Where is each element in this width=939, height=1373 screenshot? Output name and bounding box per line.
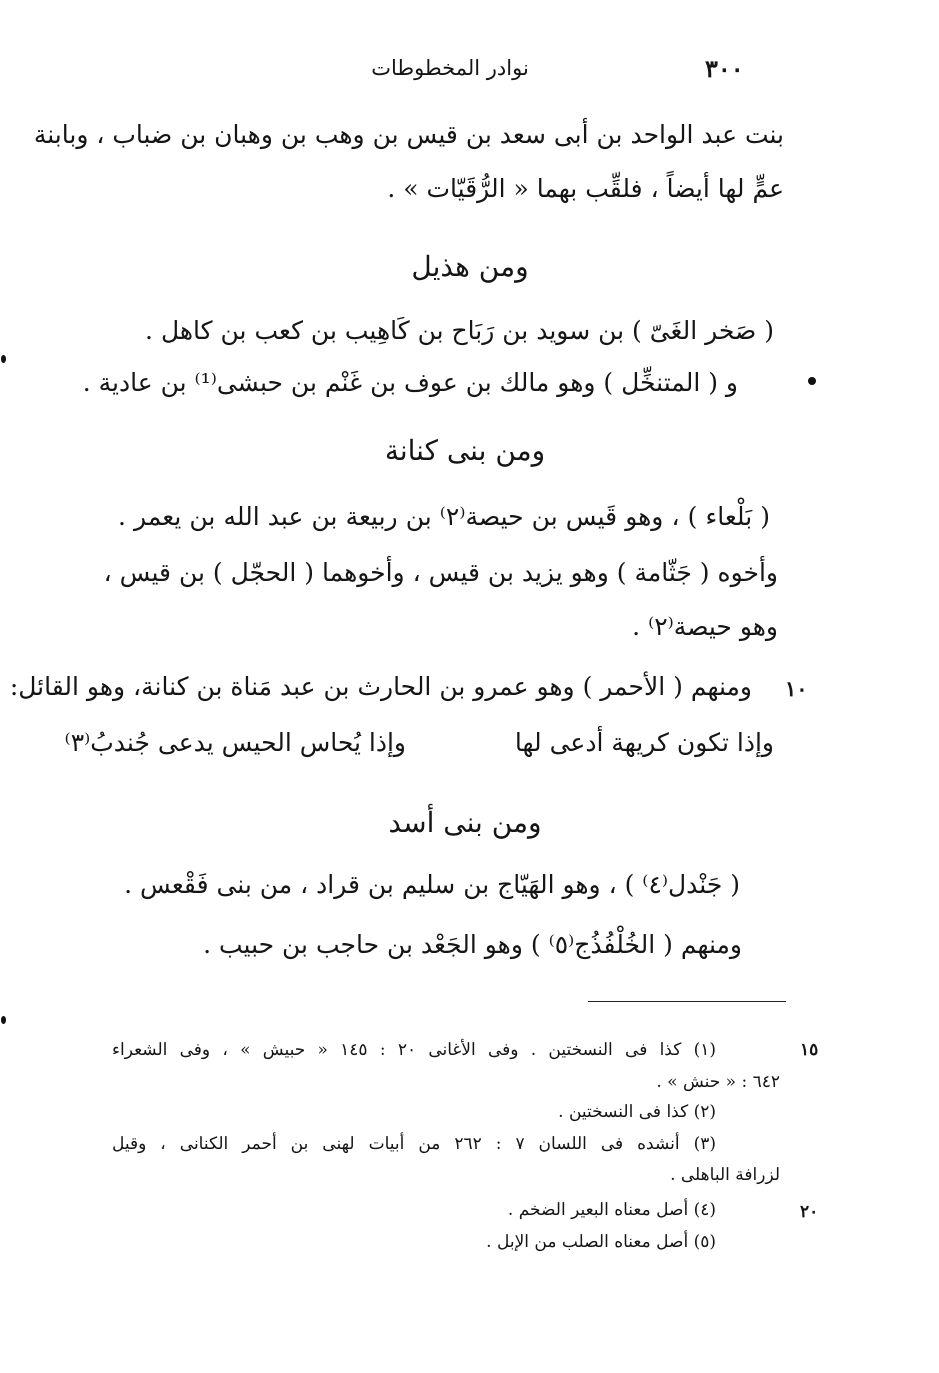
section-heading-asad: ومن بنى أسد (388, 806, 542, 839)
section-kinana-line-1: ( بَلْعاء ) ، وهو قَيس بن حيصة⁽٢⁾ بن ربيعة بن عبد الله بن يعمر . (118, 502, 770, 531)
page-number: ٣٠٠ (705, 54, 744, 83)
margin-line-number-20: ٢٠ (800, 1202, 819, 1222)
footnote-separator (588, 1001, 786, 1002)
footnote-1: (١) كذا فى النسختين . وفى الأغانى ٢٠ : ١٤٥ « حبيش » ، وفى الشعراء (112, 1040, 716, 1060)
edge-mark (1, 1016, 6, 1024)
margin-line-number-10: ١٠ (785, 676, 808, 701)
section-hudhayl-line-1: ( صَخر الغَىّ ) بن سويد بن رَبَاح بن كَاهِيب بن كعب بن كاهل . (145, 316, 774, 345)
verse-second-hemistich: وإذا يُحاس الحيس يدعى جُندبُ⁽٣⁾ (64, 728, 406, 757)
body-line-2: عمٍّ لها أيضاً ، فلقِّب بهما « الرُّقَيّات » . (387, 174, 784, 203)
footnote-3-continued: لزرافة الباهلى . (670, 1165, 780, 1185)
section-heading-hudhayl: ومن هذيل (411, 250, 529, 283)
section-kinana-line-3: وهو حيصة⁽٢⁾ . (632, 612, 778, 641)
margin-mark-dot (808, 377, 816, 385)
verse-first-hemistich: وإذا تكون كريهة أدعى لها (514, 728, 774, 757)
section-kinana-line-4: ومنهم ( الأحمر ) وهو عمرو بن الحارث بن عبد مَناة بن كنانة، وهو القائل: (9, 672, 752, 701)
section-heading-kinana: ومن بنى كنانة (384, 434, 546, 467)
running-title: نوادر المخطوطات (371, 56, 529, 80)
body-line-1: بنت عبد الواحد بن أبى سعد بن قيس بن وهب بن وهبان بن ضباب ، وبابنة (33, 120, 784, 149)
margin-line-number-15: ١٥ (800, 1040, 819, 1060)
section-kinana-line-2: وأخوه ( جَثّامة ) وهو يزيد بن قيس ، وأخوهما ( الحجّل ) بن قيس ، (103, 558, 778, 587)
edge-mark (1, 355, 6, 363)
footnote-2: (٢) كذا فى النسختين . (558, 1102, 716, 1122)
section-hudhayl-line-2: و ( المتنخِّل ) وهو مالك بن عوف بن غَنْم بن حبشى⁽¹⁾ بن عادية . (82, 368, 738, 397)
footnote-1-continued: ٦٤٢ : « حنش » . (656, 1072, 780, 1092)
section-asad-line-1: ( جَنْدل⁽٤⁾ ) ، وهو الهَيّاج بن سليم بن قراد ، من بنى فَقْعس . (124, 870, 740, 899)
footnote-3: (٣) أنشده فى اللسان ٧ : ٢٦٢ من أبيات لهنى بن أحمر الكنانى ، وقيل (112, 1134, 716, 1154)
footnote-5: (٥) أصل معناه الصلب من الإبل . (486, 1232, 716, 1252)
footnote-4: (٤) أصل معناه البعير الضخم . (507, 1200, 716, 1220)
section-asad-line-2: ومنهم ( الخُلْفُذُج⁽٥⁾ ) وهو الجَعْد بن حاجب بن حبيب . (203, 930, 742, 959)
